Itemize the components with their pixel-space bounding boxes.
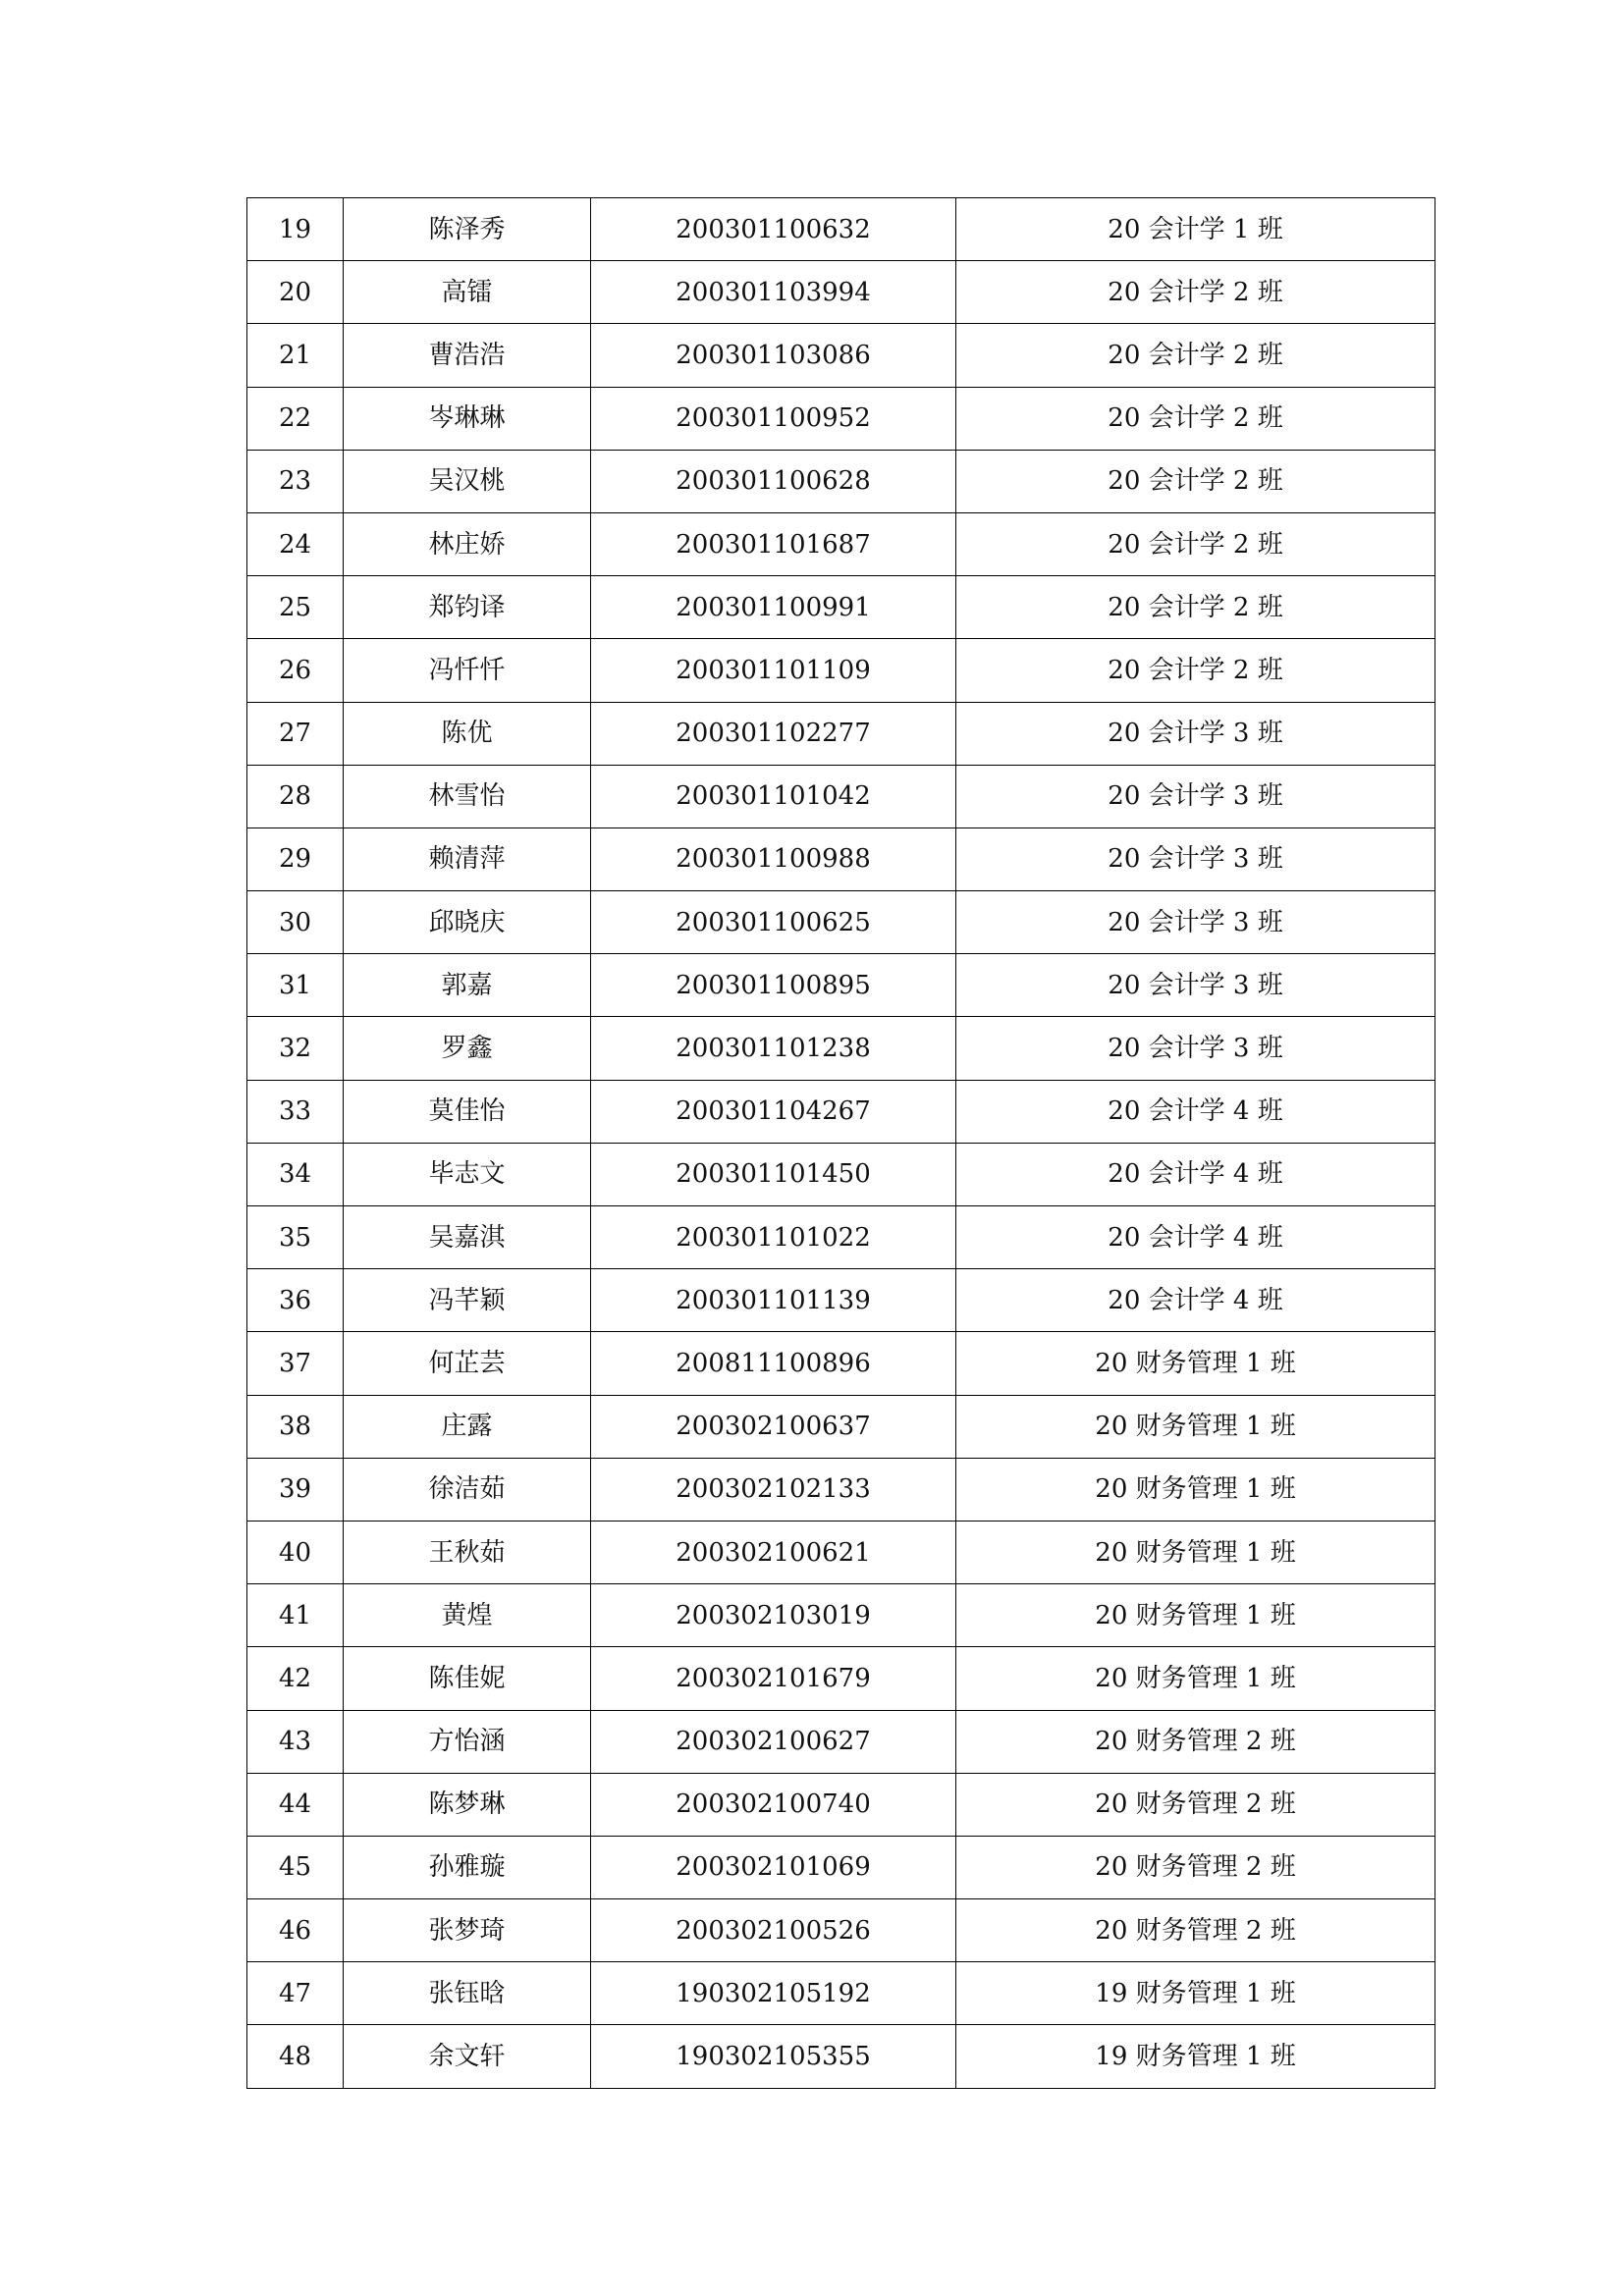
table-row	[247, 1647, 1435, 1710]
row-number: 32	[247, 1017, 344, 1080]
table-row	[247, 1143, 1435, 1205]
class-name: 20 会计学 2 班	[956, 639, 1435, 702]
row-number: 43	[247, 1710, 344, 1773]
student-id: 200301100952	[591, 387, 956, 450]
row-number: 46	[247, 1899, 344, 1962]
student-roster-table	[246, 197, 1435, 2089]
table-row	[247, 1899, 1435, 1962]
student-id: 200301100628	[591, 450, 956, 512]
class-name: 20 会计学 3 班	[956, 891, 1435, 954]
student-id: 200302101069	[591, 1836, 956, 1898]
row-number: 23	[247, 450, 344, 512]
student-id: 200301101042	[591, 765, 956, 828]
student-name: 方怡涵	[344, 1710, 591, 1773]
row-number: 44	[247, 1773, 344, 1836]
class-name: 20 会计学 2 班	[956, 512, 1435, 575]
class-name: 20 会计学 2 班	[956, 576, 1435, 639]
table-row	[247, 1584, 1435, 1647]
row-number: 22	[247, 387, 344, 450]
table-row	[247, 450, 1435, 512]
table-row	[247, 198, 1435, 261]
student-id: 200301103994	[591, 261, 956, 324]
student-id: 200301101450	[591, 1143, 956, 1205]
class-name: 20 财务管理 1 班	[956, 1584, 1435, 1647]
student-name: 林雪怡	[344, 765, 591, 828]
student-name: 陈泽秀	[344, 198, 591, 261]
student-id: 200301100625	[591, 891, 956, 954]
class-name: 20 会计学 4 班	[956, 1206, 1435, 1269]
class-name: 20 会计学 2 班	[956, 261, 1435, 324]
student-id: 190302105355	[591, 2025, 956, 2088]
student-id: 200301102277	[591, 702, 956, 765]
row-number: 21	[247, 324, 344, 387]
student-name: 张梦琦	[344, 1899, 591, 1962]
student-name: 庄露	[344, 1395, 591, 1458]
student-id: 200301100991	[591, 576, 956, 639]
table-row	[247, 1710, 1435, 1773]
student-name: 吴嘉淇	[344, 1206, 591, 1269]
row-number: 24	[247, 512, 344, 575]
student-name: 陈佳妮	[344, 1647, 591, 1710]
student-name: 徐洁茹	[344, 1458, 591, 1521]
class-name: 19 财务管理 1 班	[956, 2025, 1435, 2088]
student-id: 200302102133	[591, 1458, 956, 1521]
student-id: 200302100637	[591, 1395, 956, 1458]
row-number: 19	[247, 198, 344, 261]
table-row	[247, 1080, 1435, 1143]
row-number: 47	[247, 1962, 344, 2025]
class-name: 20 财务管理 1 班	[956, 1647, 1435, 1710]
student-id: 200301100895	[591, 954, 956, 1017]
table-row	[247, 1773, 1435, 1836]
student-id: 200301100632	[591, 198, 956, 261]
row-number: 25	[247, 576, 344, 639]
table-row	[247, 1458, 1435, 1521]
table-row	[247, 1521, 1435, 1583]
student-id: 200302103019	[591, 1584, 956, 1647]
class-name: 20 会计学 4 班	[956, 1269, 1435, 1332]
student-name: 冯忏忏	[344, 639, 591, 702]
table-row	[247, 1836, 1435, 1898]
class-name: 20 会计学 3 班	[956, 1017, 1435, 1080]
row-number: 41	[247, 1584, 344, 1647]
table-row	[247, 765, 1435, 828]
table-row	[247, 576, 1435, 639]
class-name: 20 会计学 1 班	[956, 198, 1435, 261]
student-name: 冯芊颖	[344, 1269, 591, 1332]
table-row	[247, 1332, 1435, 1395]
table-row	[247, 954, 1435, 1017]
row-number: 33	[247, 1080, 344, 1143]
table-row	[247, 2025, 1435, 2088]
row-number: 35	[247, 1206, 344, 1269]
class-name: 20 会计学 2 班	[956, 324, 1435, 387]
student-id: 200301100988	[591, 828, 956, 890]
student-id: 200301101687	[591, 512, 956, 575]
table-row	[247, 639, 1435, 702]
student-name: 王秋茹	[344, 1521, 591, 1583]
table-row	[247, 387, 1435, 450]
table-row	[247, 891, 1435, 954]
class-name: 20 会计学 4 班	[956, 1143, 1435, 1205]
table-row	[247, 1206, 1435, 1269]
row-number: 38	[247, 1395, 344, 1458]
student-name: 陈梦琳	[344, 1773, 591, 1836]
student-name: 邱晓庆	[344, 891, 591, 954]
student-name: 何芷芸	[344, 1332, 591, 1395]
student-id: 200302100740	[591, 1773, 956, 1836]
class-name: 20 会计学 3 班	[956, 765, 1435, 828]
row-number: 37	[247, 1332, 344, 1395]
class-name: 19 财务管理 1 班	[956, 1962, 1435, 2025]
class-name: 20 财务管理 2 班	[956, 1899, 1435, 1962]
student-id: 200301101139	[591, 1269, 956, 1332]
class-name: 20 会计学 2 班	[956, 450, 1435, 512]
row-number: 29	[247, 828, 344, 890]
row-number: 28	[247, 765, 344, 828]
student-id: 200301103086	[591, 324, 956, 387]
row-number: 26	[247, 639, 344, 702]
row-number: 36	[247, 1269, 344, 1332]
student-id: 200302100627	[591, 1710, 956, 1773]
class-name: 20 会计学 3 班	[956, 828, 1435, 890]
student-id: 200301104267	[591, 1080, 956, 1143]
class-name: 20 会计学 3 班	[956, 954, 1435, 1017]
student-id: 200301101109	[591, 639, 956, 702]
student-name: 郑钧译	[344, 576, 591, 639]
class-name: 20 会计学 3 班	[956, 702, 1435, 765]
class-name: 20 财务管理 1 班	[956, 1521, 1435, 1583]
row-number: 40	[247, 1521, 344, 1583]
row-number: 20	[247, 261, 344, 324]
row-number: 34	[247, 1143, 344, 1205]
row-number: 30	[247, 891, 344, 954]
student-id: 200301101022	[591, 1206, 956, 1269]
row-number: 39	[247, 1458, 344, 1521]
table-row	[247, 261, 1435, 324]
student-id: 200301101238	[591, 1017, 956, 1080]
student-id: 200302101679	[591, 1647, 956, 1710]
class-name: 20 财务管理 2 班	[956, 1710, 1435, 1773]
student-name: 余文轩	[344, 2025, 591, 2088]
row-number: 42	[247, 1647, 344, 1710]
row-number: 45	[247, 1836, 344, 1898]
table-row	[247, 1017, 1435, 1080]
student-name: 郭嘉	[344, 954, 591, 1017]
class-name: 20 财务管理 1 班	[956, 1458, 1435, 1521]
student-name: 毕志文	[344, 1143, 591, 1205]
student-name: 曹浩浩	[344, 324, 591, 387]
student-name: 陈优	[344, 702, 591, 765]
student-name: 吴汉桃	[344, 450, 591, 512]
student-name: 林庄娇	[344, 512, 591, 575]
student-name: 岑琳琳	[344, 387, 591, 450]
student-id: 200302100621	[591, 1521, 956, 1583]
row-number: 31	[247, 954, 344, 1017]
table-row	[247, 702, 1435, 765]
table-row	[247, 1395, 1435, 1458]
class-name: 20 财务管理 2 班	[956, 1773, 1435, 1836]
table-row	[247, 1962, 1435, 2025]
table-row	[247, 828, 1435, 890]
student-name: 高镭	[344, 261, 591, 324]
student-name: 孙雅璇	[344, 1836, 591, 1898]
student-id: 200811100896	[591, 1332, 956, 1395]
table-row	[247, 512, 1435, 575]
student-id: 200302100526	[591, 1899, 956, 1962]
student-name: 罗鑫	[344, 1017, 591, 1080]
class-name: 20 财务管理 2 班	[956, 1836, 1435, 1898]
student-name: 张钰晗	[344, 1962, 591, 2025]
class-name: 20 会计学 4 班	[956, 1080, 1435, 1143]
student-id: 190302105192	[591, 1962, 956, 2025]
row-number: 48	[247, 2025, 344, 2088]
student-name: 赖清萍	[344, 828, 591, 890]
student-name: 莫佳怡	[344, 1080, 591, 1143]
class-name: 20 会计学 2 班	[956, 387, 1435, 450]
class-name: 20 财务管理 1 班	[956, 1395, 1435, 1458]
table-row	[247, 1269, 1435, 1332]
table-row	[247, 324, 1435, 387]
class-name: 20 财务管理 1 班	[956, 1332, 1435, 1395]
row-number: 27	[247, 702, 344, 765]
student-name: 黄煌	[344, 1584, 591, 1647]
